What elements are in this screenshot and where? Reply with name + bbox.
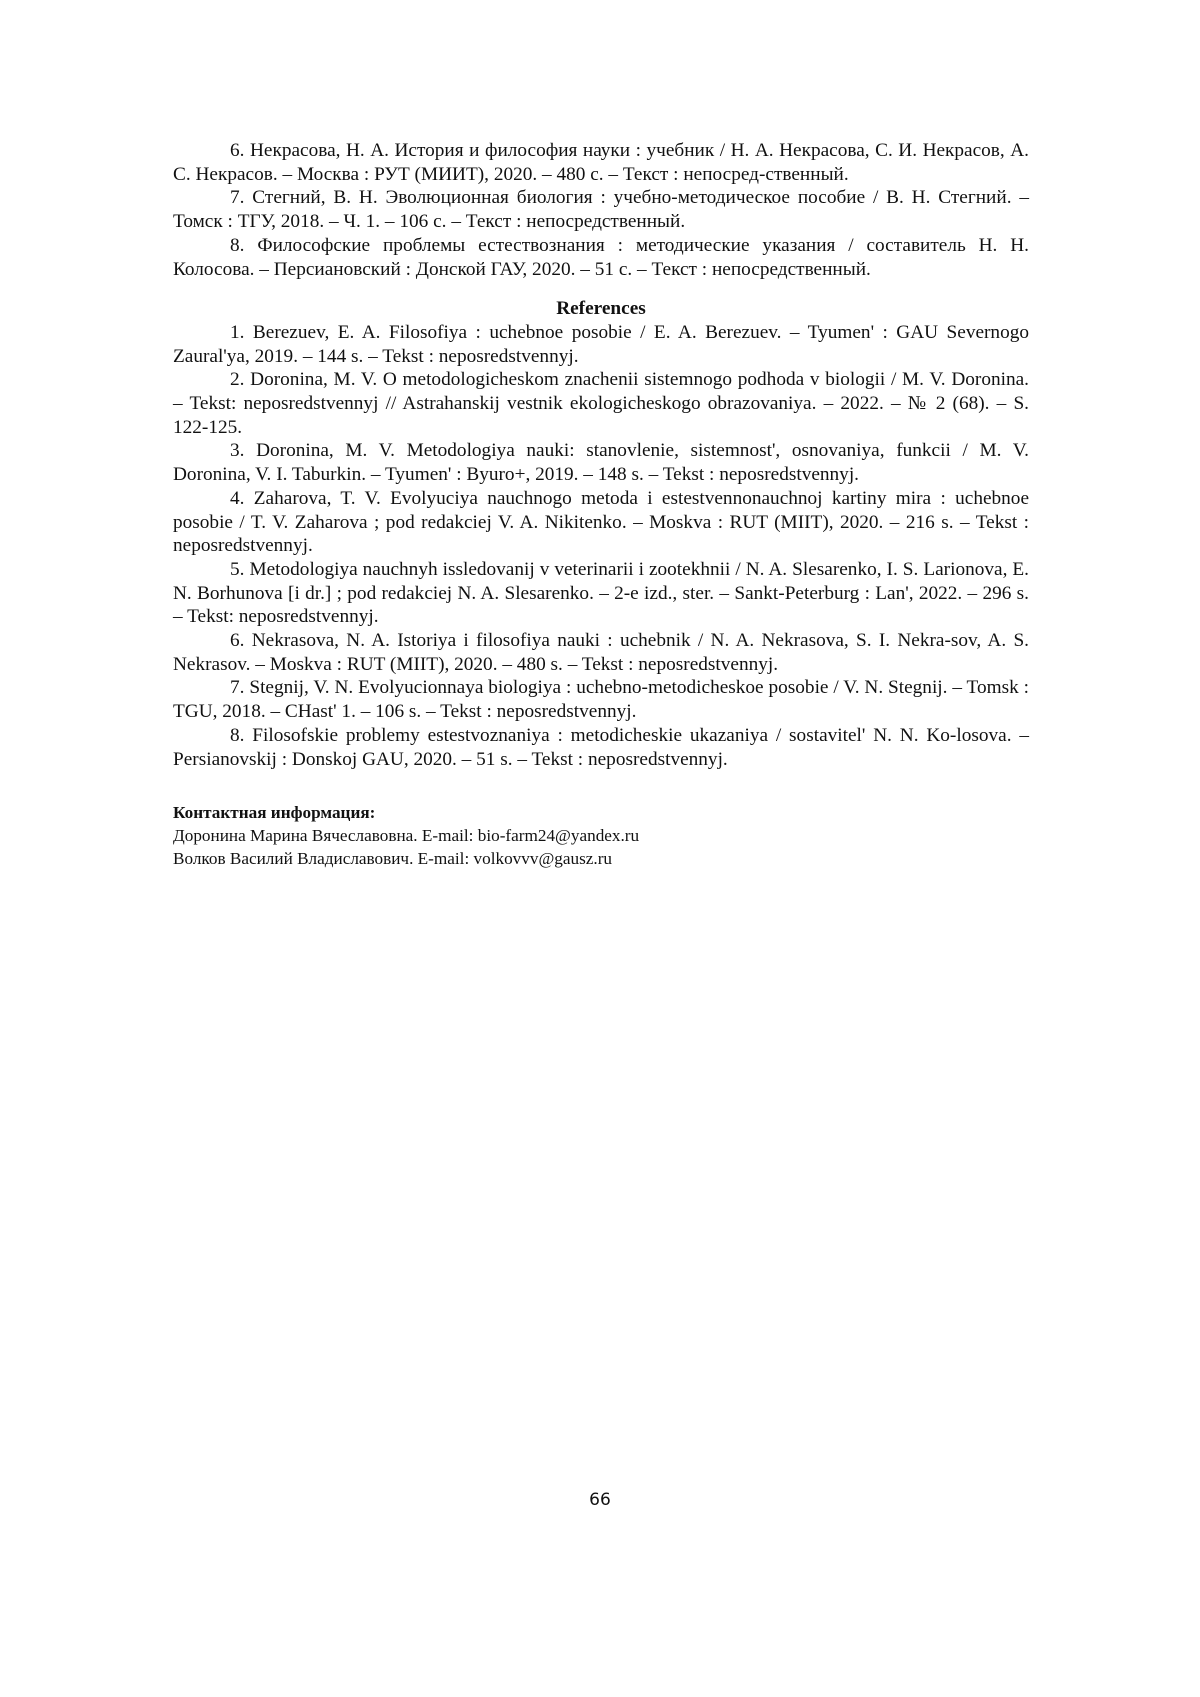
reference-entry-en-5: 5. Metodologiya nauchnyh issledovanij v veterinarii i zootekhnii / N. A. Slesarenko, I. S. Larionova, E. N. Borhunova [i dr.] ; pod redakciej N. A. Slesarenko. – 2-e izd., ster. – Sankt-Peterburg : Lan', 2022. – 296 s. – Tekst: neposredstvennyj. <box>173 558 1029 628</box>
contact-info-block <box>173 801 1029 870</box>
reference-entry-en-3: 3. Doronina, M. V. Metodologiya nauki: stanovlenie, sistemnost', osnovaniya, funkcii / M. V. Doronina, V. I. Taburkin. – Tyumen' : Byuro+, 2019. – 148 s. – Tekst : neposredstvennyj. <box>173 440 1029 486</box>
reference-entry-en-2: 2. Doronina, M. V. O metodologicheskom znachenii sistemnogo podhoda v biologii / M. V. Doronina. – Tekst: neposredstvennyj // Astrahanskij vestnik ekologicheskogo obrazovaniya. – 2022. – № 2 (68). – S. 122-125. <box>173 369 1029 438</box>
page-number: 66 <box>589 1490 611 1510</box>
reference-entry-ru-8: 8. Философские проблемы естествознания : методические указания / составитель Н. Н. Колосова. – Персиановский : Донской ГАУ, 2020. – 51 с. – Текст : непосредственный. <box>173 234 1029 280</box>
contact-info-title: Контактная информация: <box>173 803 376 823</box>
russian-reference-list <box>173 139 1029 281</box>
reference-entry-en-6: 6. Nekrasova, N. A. Istoriya i filosofiya nauki : uchebnik / N. A. Nekrasova, S. I. Nekra-sov, A. S. Nekrasov. – Moskva : RUT (MIIT), 2020. – 480 s. – Tekst : neposredstvennyj. <box>173 630 1029 675</box>
document-page <box>173 139 1029 870</box>
reference-entry-ru-7: 7. Стегний, В. Н. Эволюционная биология : учебно-методическое пособие / В. Н. Стегний. – Томск : ТГУ, 2018. – Ч. 1. – 106 с. – Текст : непосредственный. <box>173 187 1029 233</box>
reference-entry-en-8: 8. Filosofskie problemy estestvoznaniya : metodicheskie ukazaniya / sostavitel' N. N. Ko-losova. – Persianovskij : Donskoj GAU, 2020. – 51 s. – Tekst : neposredstvennyj. <box>173 724 1029 770</box>
reference-entry-en-4: 4. Zaharova, T. V. Evolyuciya nauchnogo metoda i estestvennonauchnoj kartiny mira : uchebnoe posobie / T. V. Zaharova ; pod redakciej V. A. Nikitenko. – Moskva : RUT (MIIT), 2020. – 216 s. – Tekst : neposredstvennyj. <box>173 487 1029 557</box>
reference-entry-ru-6: 6. Некрасова, Н. А. История и философия науки : учебник / Н. А. Некрасова, С. И. Некрасов, А. С. Некрасов. – Москва : РУТ (МИИТ), 2020. – 480 с. – Текст : непосред-ственный. <box>173 140 1029 185</box>
contact-line-doronina: Доронина Марина Вячеславовна. E-mail: bio-farm24@yandex.ru <box>173 826 640 846</box>
english-reference-list <box>173 321 1029 771</box>
references-heading: References <box>556 298 646 320</box>
reference-entry-en-7: 7. Stegnij, V. N. Evolyucionnaya biologiya : uchebno-metodicheskoe posobie / V. N. Stegnij. – Tomsk : TGU, 2018. – CHast' 1. – 106 s. – Tekst : neposredstvennyj. <box>173 677 1029 723</box>
reference-entry-en-1: 1. Berezuev, E. A. Filosofiya : uchebnoe posobie / E. A. Berezuev. – Tyumen' : GAU Severnogo Zaural'ya, 2019. – 144 s. – Tekst : neposredstvennyj. <box>173 321 1029 367</box>
contact-line-volkov: Волков Василий Владиславович. E-mail: volkovvv@gausz.ru <box>173 849 613 869</box>
